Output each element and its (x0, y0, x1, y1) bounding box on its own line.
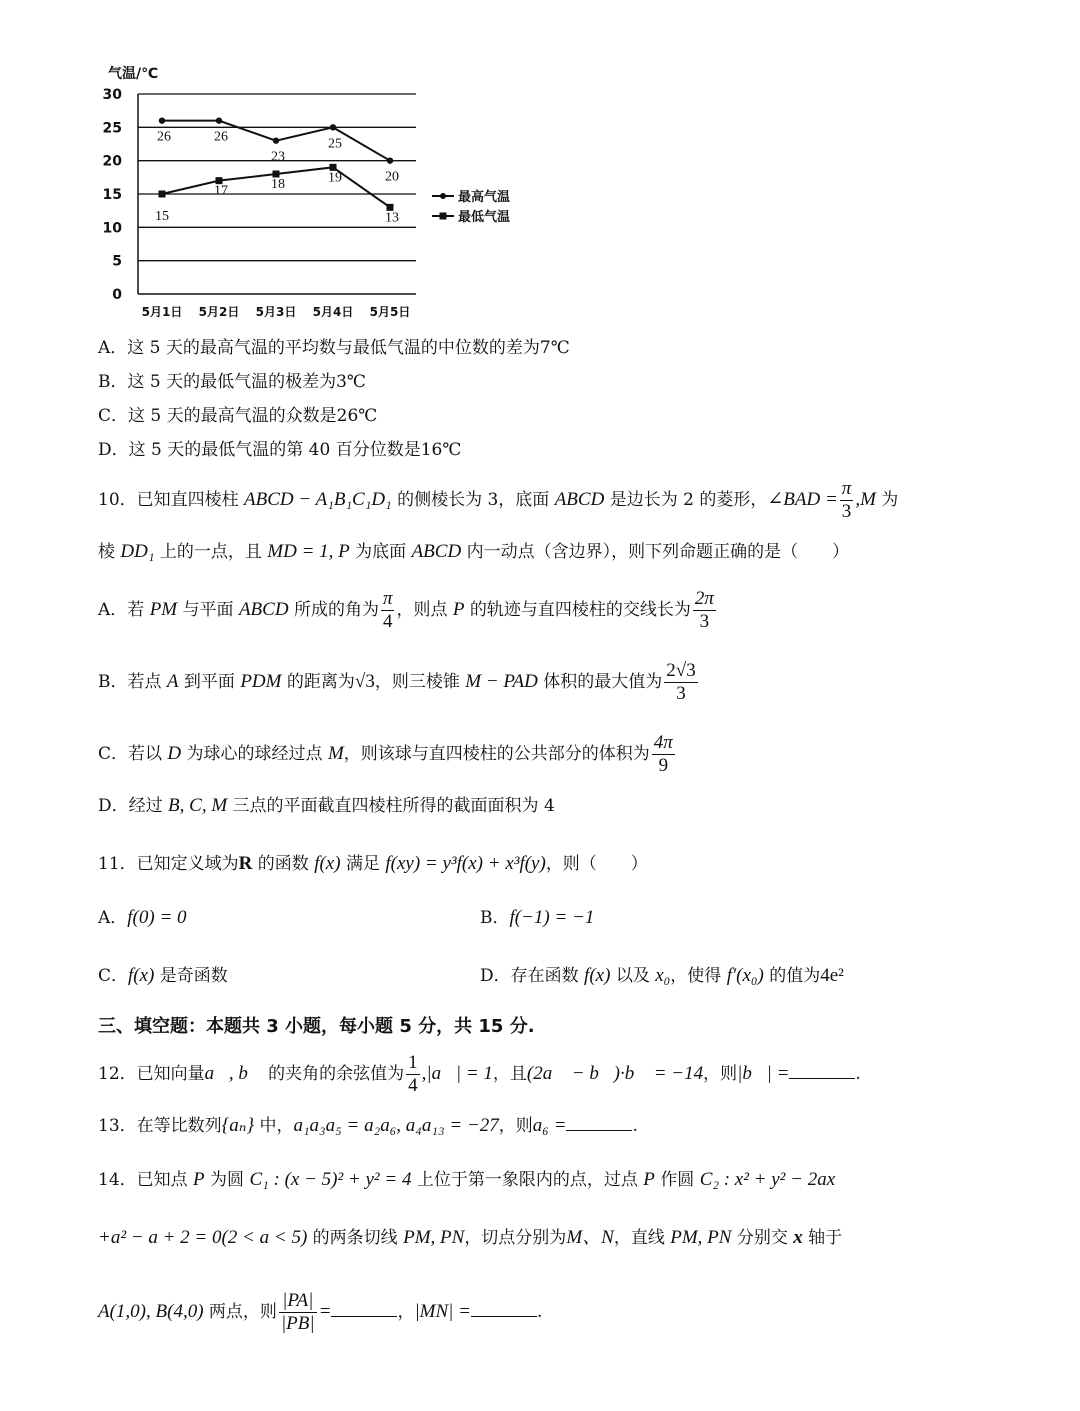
y-tick-label: 5 (112, 253, 122, 270)
data-label: 17 (214, 183, 228, 199)
data-label: 19 (328, 170, 342, 186)
data-label: 26 (157, 129, 171, 145)
data-label: 23 (271, 149, 285, 165)
q10-option-b: B．若点 A 到平面 PDM 的距离为√3，则三棱锥 M − PAD 体积的最大值为 $\frac{2√3}{3}$ (98, 660, 696, 704)
q14-stem-line1: 14．已知点 P 为圆 C₁ : (x − 5)² + y² = 4 上位于第一象限内的点，过点 P 作圆 C₂ : x² + y² − 2ax (98, 1169, 836, 1190)
q12-stem: 12．已知向量a⃗, b⃗ 的夹角的余弦值为 $\frac{1}{4}$ ,|a⃗| = 1，且(2a⃗ − b⃗)·b⃗ = −14，则|b⃗| = . (98, 1052, 861, 1096)
q11-stem: 11．已知定义域为R 的函数 f(x) 满足 f(xy) = y³f(x) + x³f(y)，则（ ） (98, 853, 648, 874)
answer-blank[interactable] (471, 1298, 537, 1317)
q10-stem-line2: 棱 DD₁ 上的一点，且 MD = 1, P 为底面 ABCD 内一动点（含边界），则下列命题正确的是（ ） (98, 541, 850, 562)
legend-marker (440, 213, 447, 220)
y-tick-label: 25 (102, 120, 122, 137)
q11-option-a: A．f(0) = 0 (98, 907, 187, 928)
q10-option-c: C．若以 D 为球心的球经过点 M，则该球与直四棱柱的公共部分的体积为 $\frac{4\pi}{9}$ (98, 732, 673, 776)
answer-blank[interactable] (789, 1060, 855, 1079)
y-tick-label: 15 (102, 187, 122, 203)
answer-blank[interactable] (566, 1112, 632, 1131)
legend-label: 最低气温 (458, 210, 511, 225)
data-label: 26 (214, 129, 228, 145)
section-heading: 三、填空题：本题共 3 小题，每小题 5 分，共 15 分. (98, 1016, 535, 1037)
x-tick-label: 5月3日 (255, 305, 297, 319)
data-label: 25 (328, 136, 342, 152)
q10-stem-line1: 10．已知直四棱柱 ABCD − A₁B₁C₁D₁ 的侧棱长为 3，底面 ABCD 是边长为 2 的菱形，∠BAD = $\frac{\pi}{3}$ ,M 为 (98, 478, 899, 522)
q14-stem-line3: A(1,0), B(4,0) 两点，则 $\frac{|PA|}{|PB|}$ = ，|MN| = . (98, 1290, 543, 1334)
data-point (387, 157, 393, 163)
q9-option-d: D．这 5 天的最低气温的第 40 百分位数是16℃ (98, 440, 462, 460)
legend-marker (440, 193, 446, 199)
data-point (216, 117, 222, 123)
y-tick-label: 10 (102, 220, 122, 237)
data-point (159, 191, 166, 198)
data-point (159, 117, 165, 123)
data-label: 15 (155, 209, 169, 224)
answer-blank[interactable] (331, 1298, 397, 1317)
q13-stem: 13．在等比数列{aₙ} 中，a₁a₃a₅ = a₂a₆, a₄a₁₃ = −27，则a₆ = . (98, 1112, 638, 1138)
fraction-pi-3: $\frac{\pi}{3}$ (841, 478, 852, 522)
q9-option-c: C．这 5 天的最高气温的众数是26℃ (98, 406, 378, 426)
q10-option-a: A．若 PM 与平面 ABCD 所成的角为 $\frac{\pi}{4}$ ，则点 P 的轨迹与直四棱柱的交线长为 $\frac{2\pi}{3}$ (98, 588, 714, 632)
temperature-line-chart (98, 62, 538, 324)
data-point (330, 124, 336, 130)
q11-option-b: B．f(−1) = −1 (480, 907, 595, 928)
y-tick-label: 20 (102, 153, 122, 170)
q9-option-a: A．这 5 天的最高气温的平均数与最低气温的中位数的差为7℃ (98, 338, 570, 358)
x-tick-label: 5月1日 (141, 305, 183, 319)
data-label: 18 (271, 177, 285, 192)
y-tick-label: 0 (112, 287, 122, 303)
q14-stem-line2: +a² − a + 2 = 0(2 < a < 5) 的两条切线 PM, PN，切点分别为M、N，直线 PM, PN 分别交 x 轴于 (98, 1227, 843, 1248)
x-tick-label: 5月2日 (198, 305, 240, 319)
q9-option-b: B．这 5 天的最低气温的极差为3℃ (98, 372, 366, 392)
legend-label: 最高气温 (458, 190, 511, 205)
x-tick-label: 5月4日 (312, 305, 354, 319)
q11-option-c: C．f(x) 是奇函数 (98, 965, 228, 986)
data-label: 20 (385, 169, 399, 185)
q10-option-d: D．经过 B, C, M 三点的平面截直四棱柱所得的截面面积为 4 (98, 795, 555, 816)
q11-option-d: D．存在函数 f(x) 以及 x₀，使得 f′(x₀) 的值为4e² (480, 965, 844, 986)
x-tick-label: 5月5日 (369, 305, 411, 319)
data-point (273, 137, 279, 143)
data-label: 13 (385, 210, 399, 226)
y-tick-label: 30 (102, 87, 122, 103)
y-axis-label: 气温/℃ (108, 66, 159, 82)
